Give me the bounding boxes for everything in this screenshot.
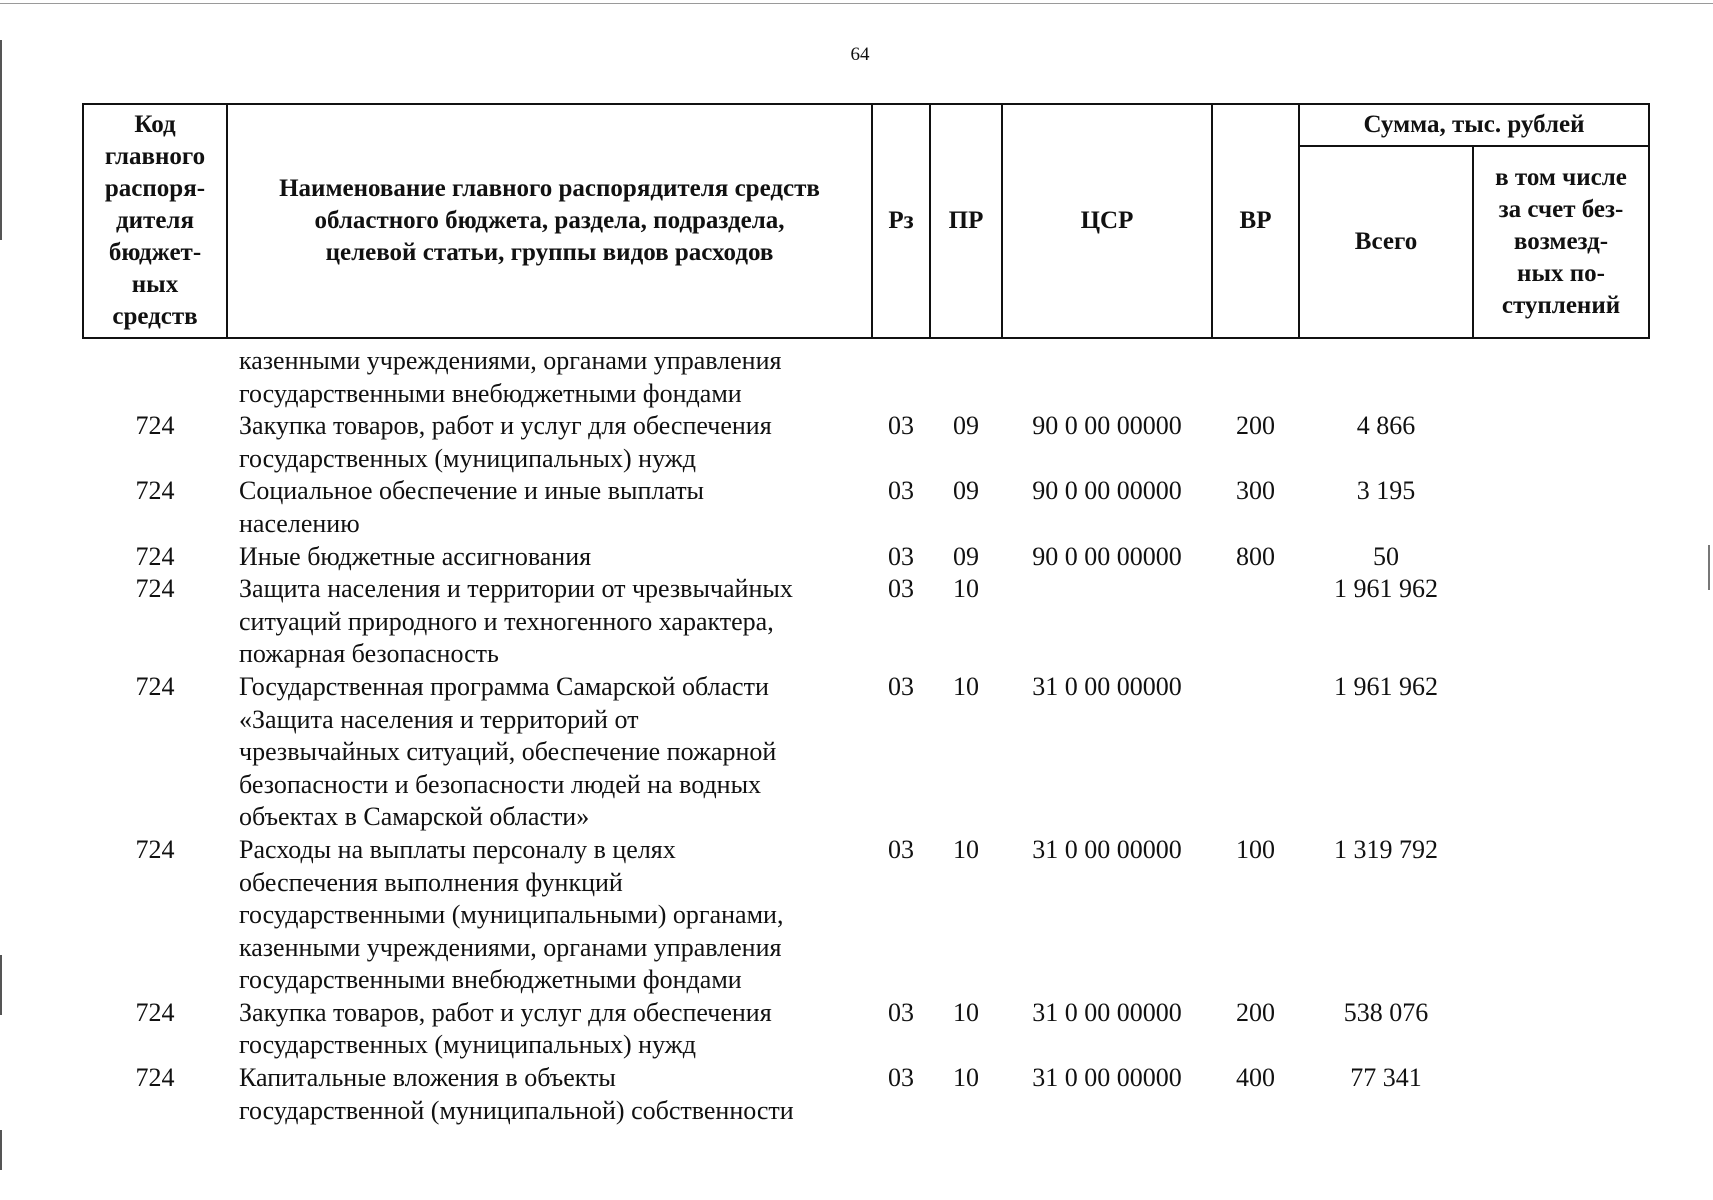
row-name xyxy=(227,475,872,540)
row-name-line: государственными внебюджетными фондами xyxy=(239,965,742,995)
row-name xyxy=(227,834,872,997)
row-csr: 31 0 00 00000 xyxy=(1032,1063,1182,1093)
row-name-line: объектах в Самарской области» xyxy=(239,802,590,832)
row-code: 724 xyxy=(135,574,175,604)
header-line: целевой статьи, группы видов расходов xyxy=(325,239,774,266)
row-rz: 03 xyxy=(888,476,914,506)
table-row xyxy=(83,671,1649,834)
row-total: 1 319 792 xyxy=(1334,834,1438,864)
header-line: средств xyxy=(112,303,198,330)
row-code: 724 xyxy=(135,671,175,701)
row-csr: 90 0 00 00000 xyxy=(1032,411,1182,441)
row-incl xyxy=(1473,475,1649,540)
header-line: дителя xyxy=(116,207,194,234)
row-vr xyxy=(1212,573,1299,671)
row-code: 724 xyxy=(135,411,175,441)
row-name-line: государственной (муниципальной) собственности xyxy=(239,1095,794,1125)
table-row xyxy=(83,475,1649,540)
header-line: бюджет- xyxy=(108,239,202,266)
row-total: 50 xyxy=(1373,541,1399,571)
header-row xyxy=(83,104,1649,146)
row-csr: 31 0 00 00000 xyxy=(1032,834,1182,864)
row-pr: 10 xyxy=(953,671,979,701)
header-line: областного бюджета, раздела, подраздела, xyxy=(314,207,785,234)
header-name xyxy=(227,104,872,338)
table-header xyxy=(83,104,1649,338)
row-code: 724 xyxy=(135,1063,175,1093)
row-name-line: государственных (муниципальных) нужд xyxy=(239,1030,696,1060)
row-vr: 400 xyxy=(1236,1063,1275,1093)
row-name xyxy=(227,541,872,574)
row-code: 724 xyxy=(135,476,175,506)
row-name-line: обеспечения выполнения функций xyxy=(239,867,623,897)
row-name-line: Социальное обеспечение и иные выплаты xyxy=(239,476,705,506)
header-line: Код xyxy=(134,111,176,138)
row-rz: 03 xyxy=(888,834,914,864)
row-name xyxy=(227,410,872,475)
row-incl xyxy=(1473,573,1649,671)
header-incl xyxy=(1473,146,1649,338)
table-row xyxy=(83,834,1649,997)
row-vr: 800 xyxy=(1236,541,1275,571)
row-name-line: государственных (муниципальных) нужд xyxy=(239,443,696,473)
row-name-line: Защита населения и территории от чрезвычайных xyxy=(239,574,793,604)
header-line: ных xyxy=(131,271,179,298)
scan-right-edge-mark xyxy=(1708,545,1710,590)
row-name-line: «Защита населения и территорий от xyxy=(239,704,639,734)
row-incl xyxy=(1473,671,1649,834)
row-rz: 03 xyxy=(888,574,914,604)
row-name-line: населению xyxy=(239,508,360,538)
header-line: за счет без- xyxy=(1498,196,1624,223)
row-csr: 31 0 00 00000 xyxy=(1032,671,1182,701)
table-row xyxy=(83,1062,1649,1127)
header-line: возмезд- xyxy=(1513,228,1609,255)
row-name xyxy=(227,997,872,1062)
row-total: 77 341 xyxy=(1350,1063,1422,1093)
row-code: 724 xyxy=(135,834,175,864)
row-csr: 31 0 00 00000 xyxy=(1032,997,1182,1027)
row-pr: 09 xyxy=(953,411,979,441)
header-line: главного xyxy=(104,143,206,170)
table-row xyxy=(83,541,1649,574)
row-name-line: Иные бюджетные ассигнования xyxy=(239,541,592,571)
header-code xyxy=(83,104,227,338)
row-vr: 200 xyxy=(1236,411,1275,441)
row-name-line: государственными внебюджетными фондами xyxy=(239,378,742,408)
row-csr xyxy=(1002,573,1212,671)
row-name-line: Государственная программа Самарской области xyxy=(239,671,769,701)
row-name-line: государственными (муниципальными) органами, xyxy=(239,900,784,930)
row-total xyxy=(1299,338,1473,410)
row-pr: 10 xyxy=(953,834,979,864)
row-name-line: Капитальные вложения в объекты xyxy=(239,1063,616,1093)
row-pr: 10 xyxy=(953,1063,979,1093)
row-pr: 10 xyxy=(953,574,979,604)
scan-left-edge-mark xyxy=(0,40,2,240)
row-name-line: чрезвычайных ситуаций, обеспечение пожарной xyxy=(239,737,777,767)
budget-table xyxy=(82,103,1650,1127)
row-code: 724 xyxy=(135,997,175,1027)
row-pr xyxy=(930,338,1002,410)
scan-left-edge-mark xyxy=(0,955,2,1015)
table-row xyxy=(83,410,1649,475)
header-line: ных по- xyxy=(1517,260,1605,287)
row-incl xyxy=(1473,410,1649,475)
header-line: Наименование главного распорядителя средств xyxy=(279,175,820,202)
row-incl xyxy=(1473,1062,1649,1127)
row-name-line: безопасности и безопасности людей на водных xyxy=(239,769,762,799)
table-row xyxy=(83,997,1649,1062)
row-name xyxy=(227,1062,872,1127)
row-incl xyxy=(1473,338,1649,410)
header-pr: ПР xyxy=(930,104,1002,338)
table-body xyxy=(83,338,1649,1127)
header-csr: ЦСР xyxy=(1002,104,1212,338)
row-rz: 03 xyxy=(888,1063,914,1093)
row-rz: 03 xyxy=(888,541,914,571)
header-vr: ВР xyxy=(1212,104,1299,338)
header-rz: Рз xyxy=(872,104,930,338)
header-total: Всего xyxy=(1299,146,1473,338)
row-code: 724 xyxy=(135,541,175,571)
row-name-line: Закупка товаров, работ и услуг для обеспечения xyxy=(239,411,772,441)
row-incl xyxy=(1473,834,1649,997)
row-csr: 90 0 00 00000 xyxy=(1032,541,1182,571)
table-row xyxy=(83,338,1649,410)
scan-top-edge xyxy=(0,3,1713,4)
row-pr: 10 xyxy=(953,997,979,1027)
row-total: 1 961 962 xyxy=(1334,671,1438,701)
row-vr: 100 xyxy=(1236,834,1275,864)
row-name-line: казенными учреждениями, органами управления xyxy=(239,346,782,375)
scan-left-edge-mark xyxy=(0,1130,2,1170)
row-name xyxy=(227,671,872,834)
page-number: 64 xyxy=(850,44,870,65)
row-vr xyxy=(1212,338,1299,410)
row-code xyxy=(83,338,227,410)
row-rz: 03 xyxy=(888,671,914,701)
row-csr xyxy=(1002,338,1212,410)
header-line: распоря- xyxy=(104,175,206,202)
row-vr: 200 xyxy=(1236,997,1275,1027)
table-row xyxy=(83,573,1649,671)
row-total: 3 195 xyxy=(1356,476,1416,506)
row-total: 4 866 xyxy=(1356,411,1416,441)
row-rz xyxy=(872,338,930,410)
row-pr: 09 xyxy=(953,476,979,506)
row-rz: 03 xyxy=(888,411,914,441)
row-vr: 300 xyxy=(1236,476,1275,506)
row-name xyxy=(227,573,872,671)
row-name-line: казенными учреждениями, органами управления xyxy=(239,932,782,962)
header-line: в том числе xyxy=(1495,164,1627,191)
row-total: 1 961 962 xyxy=(1334,574,1438,604)
row-incl xyxy=(1473,541,1649,574)
row-incl xyxy=(1473,997,1649,1062)
row-csr: 90 0 00 00000 xyxy=(1032,476,1182,506)
row-vr xyxy=(1212,671,1299,834)
row-name-line: ситуаций природного и техногенного характера, xyxy=(239,606,774,636)
row-name-line: Закупка товаров, работ и услуг для обеспечения xyxy=(239,997,772,1027)
row-pr: 09 xyxy=(953,541,979,571)
row-rz: 03 xyxy=(888,997,914,1027)
header-sum: Сумма, тыс. рублей xyxy=(1299,104,1649,146)
row-total: 538 076 xyxy=(1343,997,1429,1027)
row-name-line: пожарная безопасность xyxy=(239,639,499,669)
row-name-line: Расходы на выплаты персоналу в целях xyxy=(239,834,676,864)
row-name xyxy=(227,338,872,410)
header-line: ступлений xyxy=(1501,292,1621,319)
